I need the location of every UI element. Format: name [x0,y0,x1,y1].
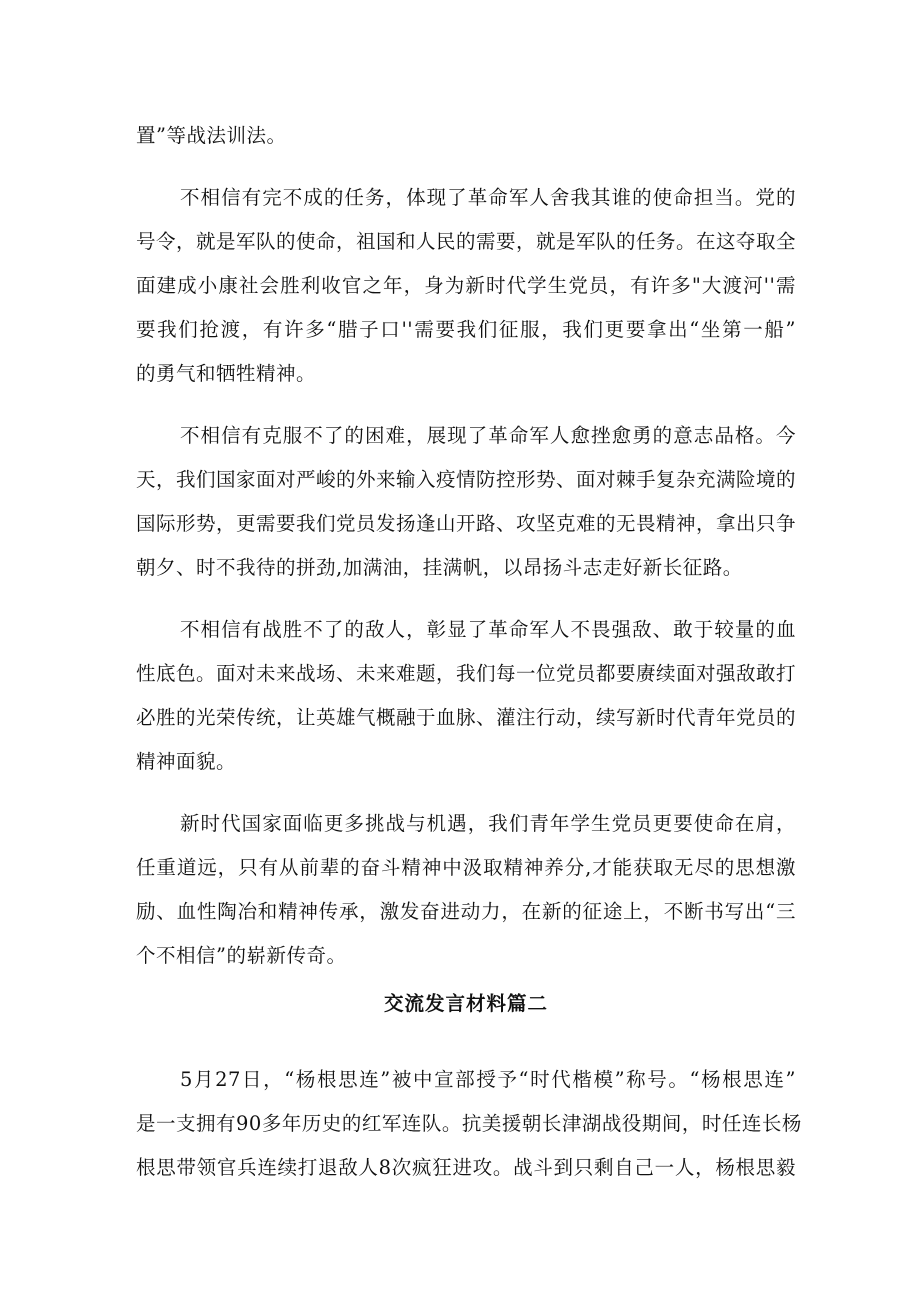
paragraph-3-line-4: 朝夕、时不我待的拼劲,加满油，挂满帆，以昂扬斗志走好新长征路。 [136,556,743,579]
paragraph-2-line-1: 不相信有完不成的任务，体现了革命军人舍我其谁的使命担当。党的 [180,186,796,209]
paragraph-4-line-4: 精神面貌。 [136,750,237,773]
paragraph-5-line-2: 任重道远，只有从前辈的奋斗精神中汲取精神养分,才能获取无尽的思想激 [136,856,796,879]
paragraph-4-line-1: 不相信有战胜不了的敌人，彰显了革命军人不畏强敌、敢于较量的血 [180,618,796,641]
paragraph-2-line-5: 的勇气和牺牲精神。 [136,362,317,385]
paragraph-2-line-3: 面建成小康社会胜利收官之年，身为新时代学生党员，有许多"大渡河''需 [136,274,796,297]
closing-line-3: 根思带领官兵连续打退敌人8次疯狂进攻。战斗到只剩自己一人，杨根思毅 [136,1156,796,1179]
paragraph-3-line-1: 不相信有克服不了的困难，展现了革命军人愈挫愈勇的意志品格。今 [180,424,796,447]
paragraph-5-line-4: 个不相信”的崭新传奇。 [136,944,347,967]
section-heading: 交流发言材料篇二 [383,992,548,1015]
paragraph-3-line-3: 国际形势，更需要我们党员发扬逢山开路、攻坚克难的无畏精神，拿出只争 [136,512,797,535]
paragraph-3-line-2: 天，我们国家面对严峻的外来输入疫情防控形势、面对棘手复杂充满险境的 [136,468,797,491]
paragraph-2-line-4: 要我们抢渡，有许多“腊子口''需要我们征服，我们更要拿出“坐第一船” [136,318,796,341]
closing-line-1: 5月27日，“杨根思连”被中宣部授予“时代楷模”称号。“杨根思连” [180,1068,796,1091]
paragraph-5-line-1: 新时代国家面临更多挑战与机遇，我们青年学生党员更要使命在肩， [180,812,796,835]
paragraph-4-line-3: 必胜的光荣传统，让英雄气概融于血脉、灌注行动，续写新时代青年党员的 [136,706,797,729]
paragraph-4-line-2: 性底色。面对未来战场、未来难题，我们每一位党员都要赓续面对强敌敢打 [136,662,797,685]
paragraph-2-line-2: 号令，就是军队的使命，祖国和人民的需要，就是军队的任务。在这夺取全 [136,230,797,253]
paragraph-1-line-1: 置”等战法训法。 [136,124,287,147]
closing-line-2: 是一支拥有90多年历史的红军连队。抗美援朝长津湖战役期间，时任连长杨 [136,1112,802,1135]
paragraph-5-line-3: 励、血性陶冶和精神传承，激发奋进动力，在新的征途上，不断书写出“三 [136,900,796,923]
